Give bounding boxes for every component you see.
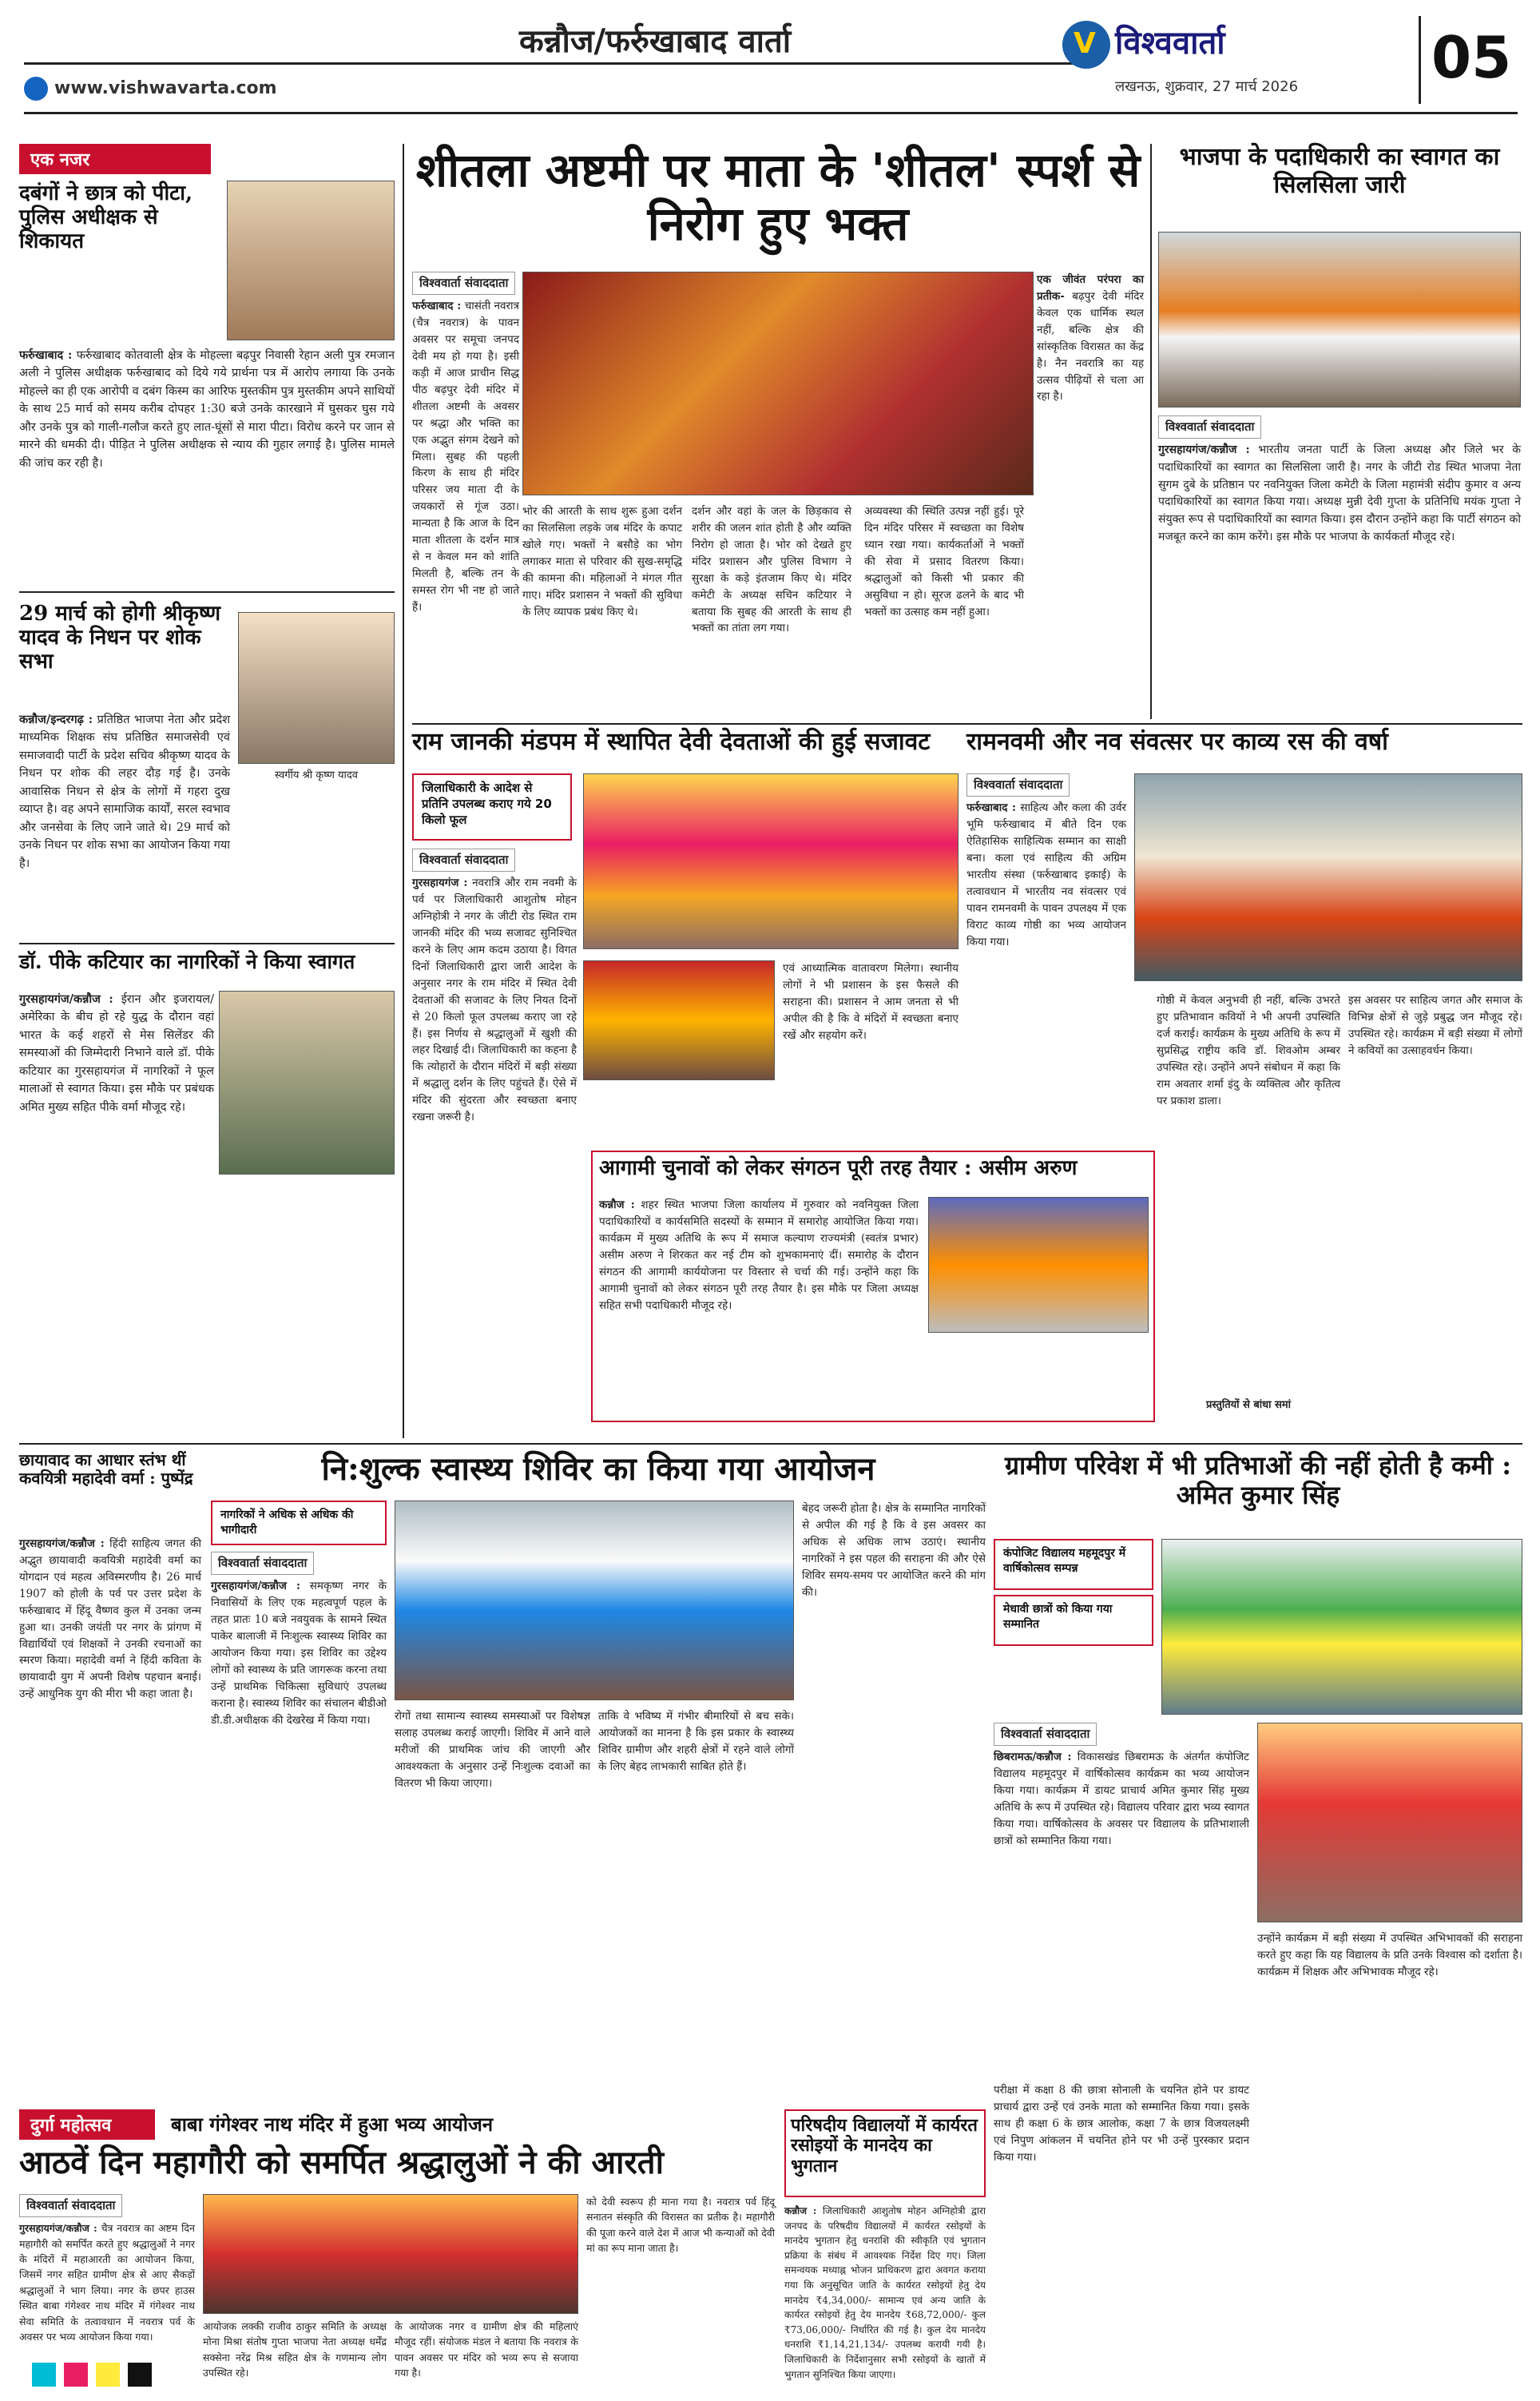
amit-byline: विश्ववार्ता संवाददाता <box>994 1723 1097 1746</box>
page-number: 05 <box>1431 24 1512 91</box>
s2-photo <box>238 612 395 764</box>
amit-headline: ग्रामीण परिवेश में भी प्रतिभाओं की नहीं होती है कमी : अमित कुमार सिंह <box>1004 1450 1512 1510</box>
health-photo <box>395 1501 794 1700</box>
lead-photo <box>522 272 1034 495</box>
lead-col3: दर्शन और वहां के जल के छिड़काव से शरीर की जलन शांत होती है और व्यक्ति निरोग हो जाता है। भोर को देखते हुए मंदिर प्रशासन और पुलिस विभाग ने सुरक्षा के कड़े इंतजाम किए थे। मंदिर कमेटी के अध्यक्ष सचिन कटियार ने बताया कि सुबह की आरती के साथ ही भक्तों का तांता लग गया। <box>692 505 851 635</box>
mdm-body: जिलाधिकारी आशुतोष मोहन अग्निहोत्री द्वारा जनपद के परिषदीय विद्यालयों में कार्यरत रसोइयों के मानदेय भुगतान हेतु धनराशि की स्वीकृति एवं भुगतान प्रक्रिया के संबंध में आवश्यक निर्देश दिए गए। जिला समन्वयक मध्याह्न भोजन प्राधिकरण द्वारा अवगत कराया गया कि अनुसूचित जाति के कार्यरत रसोइयों हेतु देय मानदेय ₹4,34,000/- सामान्य एवं अन्य जाति के कार्यरत रसोइयों हेतु देय मानदेय ₹68,72,000/- कुल ₹73,06,000/- निर्धारित की गई है। कुल देय मानदेय धनराशि ₹1,14,21,134/- उपलब्ध करायी गयी है। जिलाधिकारी के निर्देशानुसार सभी रसोइयों के खातों में भुगतान सुनिश्चित किया जाएगा। <box>784 2205 986 2380</box>
mdm-dateline: कन्नौज : <box>784 2205 817 2216</box>
health-dateline: गुरसहायगंज/कन्नौज : <box>211 1580 301 1593</box>
s1-headline: दबंगों ने छात्र को पीटा, पुलिस अधीक्षक से शिकायत <box>19 181 193 253</box>
registration-mark-m <box>64 2363 88 2387</box>
ram-body: नवरात्रि और राम नवमी के पर्व पर जिलाधिकारी आशुतोष मोहन अग्निहोत्री ने नगर के जीटी रोड स्थित राम जानकी मंदिर की भव्य सजावट सुनिश्चित करने के लिए आम कदम उठाया है। विगत दिनों जिलाधिकारी द्वारा जारी आदेश के अनुसार नगर के राम मंदिर में स्थित देवी देवताओं की सजावट के लिए नियत दिनों से 20 किलो फूल उपलब्ध कराए जा रहे हैं। इस निर्णय से श्रद्धालुओं में खुशी की लहर दिखाई दी। जिलाधिकारी का कहना है कि त्योहारों के दौरान मंदिरों में बड़ी संख्या में श्रद्धालु दर्शन के लिए पहुंचते हैं। ऐसे में मंदिर की सुंदरता और स्वच्छता बनाए रखना जरूरी है। <box>412 877 577 1124</box>
aseem-dateline: कन्नौज : <box>599 1199 635 1211</box>
amit-body: विकासखंड छिबरामऊ के अंतर्गत कंपोजिट विद्यालय महमूदपुर में वार्षिकोत्सव कार्यक्रम का भव्य आयोजन किया गया। कार्यक्रम में डायट प्राचार्य अमित कुमार सिंह मुख्य अतिथि के रूप में उपस्थित रहे। विद्यालय परिवार द्वारा भव्य स्वागत किया गया। वार्षिकोत्सव के अवसर पर विद्यालय के प्रतिभाशाली छात्रों को सम्मानित किया गया। <box>994 1751 1249 1847</box>
bjp-story <box>1158 144 1521 719</box>
health-box: नागरिकों ने अधिक से अधिक की भागीदारी <box>211 1501 387 1545</box>
amit-box-1: कंपोजिट विद्यालय महमूदपुर में वार्षिकोत्सव सम्पन्न <box>994 1539 1153 1590</box>
health-text4: बेहद जरूरी होता है। क्षेत्र के सम्मानित नागरिकों से अपील की गई है कि वे इस अवसर का अधिक से अधिक लाभ उठाएं। स्थानीय नागरिकों ने इस पहल की सराहना की और ऐसे शिविर समय-समय पर आयोजित करने की मांग की। <box>802 1502 986 1599</box>
durga-photo <box>203 2194 578 2314</box>
durga-text4: को देवी स्वरूप ही माना गया है। नवरात्र पर्व हिंदू सनातन संस्कृति की विरासत का प्रतीक है। महागौरी की पूजा करने वाले देश में आज भी कन्याओं को देवी मां का रूप माना जाता है। <box>586 2196 775 2255</box>
bjp-photo <box>1158 232 1521 407</box>
sidebar <box>19 144 396 1438</box>
lower-rule <box>19 1443 1522 1445</box>
amit-text3: उन्होंने कार्यक्रम में बड़ी संख्या में उपस्थित अभिभावकों की सराहना करते हुए कहा कि यह विद्यालय के प्रति उनके विश्वास को दर्शाता है। कार्यक्रम में शिक्षक और अभिभावक मौजूद रहे। <box>1257 1932 1522 1978</box>
lead-col4-text: अव्यवस्था की स्थिति उत्पन्न नहीं हुई। पूरे दिन मंदिर परिसर में स्वच्छता का विशेष ध्यान रखा गया। कार्यकर्ताओं ने भक्तों की सेवा में प्रसाद वितरण किया। श्रद्धालुओं को किसी भी प्रकार की असुविधा न हो। सूरज ढलने के बाद भी भक्तों का उत्साह कम नहीं हुआ। <box>864 505 1024 618</box>
s2-headline: 29 मार्च को होगी श्रीकृष्ण यादव के निधन पर शोक सभा <box>19 602 221 674</box>
health-body: समकृष्ण नगर के निवासियों के लिए एक महत्वपूर्ण पहल के तहत प्रातः 10 बजे नवयुवक के सामने स्थित पाकेर बालाजी में निःशुल्क स्वास्थ्य शिविर का आयोजन किया गया। इस शिविर का उद्देश्य लोगों को स्वास्थ्य के प्रति जागरूक करना तथा उन्हें प्राथमिक चिकित्सा सुविधाएं उपलब्ध कराना है। स्वास्थ्य शिविर का संचालन बीडीओ डी.डी.अधीक्षक की देखरेख में किया गया। <box>211 1580 387 1727</box>
health-text2: रोगों तथा सामान्य स्वास्थ्य समस्याओं पर विशेषज्ञ सलाह उपलब्ध कराई जाएगी। शिविर में आने वाले मरीजों की प्राथमिक जांच की जाएगी और आवश्यकता के अनुसार उन्हें निःशुल्क दवाओं का वितरण भी किया जाएगा। <box>395 1710 590 1790</box>
amit-photo <box>1161 1539 1522 1715</box>
durga-byline: विश्ववार्ता संवाददाता <box>19 2194 122 2217</box>
dateline: लखनऊ, शुक्रवार, 27 मार्च 2026 <box>1115 78 1299 95</box>
durga-kicker: बाबा गंगेश्वर नाथ मंदिर में हुआ भव्य आयोजन <box>171 2113 494 2136</box>
ram-dateline: गुरसहायगंज : <box>412 877 468 890</box>
s3-body: ईरान और इजरायल/अमेरिका के बीच हो रहे युद्ध के दौरान वहां भारत के कई शहरों से मेस सिलेंडर की समस्याओं की जिम्मेदारी निभाने वाले डॉ. पीके कटियार का गुरसहायगंज में नागरिकों ने फूल मालाओं से स्वागत किया। इस मौके पर प्रबंधक अमित मुख्य सहित पीके वर्मा मौजूद रहे। <box>19 993 214 1114</box>
health-text <box>211 1552 387 2095</box>
mdm-headline: परिषदीय विद्यालयों में कार्यरत रसोइयों के मानदेय का भुगतान <box>784 2109 986 2197</box>
paper-logo-icon: V <box>1062 21 1110 69</box>
chhayavad-text <box>19 1536 201 2095</box>
ramnavami-text2: गोष्ठी में केवल अनुभवी ही नहीं, बल्कि उभरते हुए प्रतिभावान कवियों ने भी अपनी उपस्थिति दर्ज कराई। कार्यक्रम के मुख्य अतिथि के रूप में सुप्रसिद्ध राष्ट्रीय कवि डॉ. शिवओम अम्बर उपस्थित रहे। उन्होंने अपने संबोधन में कहा कि राम अवतार शर्मा इंदु के व्यक्तित्व और कृतित्व पर प्रकाश डाला। <box>1157 994 1340 1107</box>
top-rule <box>24 112 1518 114</box>
lead-headline: शीतला अष्टमी पर माता के 'शीतल' स्पर्श से निरोग हुए भक्त <box>415 143 1141 251</box>
lead-col4 <box>864 503 1024 716</box>
s1-body: फर्रुखाबाद कोतवाली क्षेत्र के मोहल्ला बढ़पुर निवासी रेहान अली पुत्र रमजान अली ने पुलिस अधीक्षक फर्रुखाबाद को दिये गये प्रार्थना पत्र में आरोप लगाया कि उनके मोहल्ले का ही एक आरोपी व दबंग किस्म का आरिफ मुस्तकीम पुत्र मुस्तकीम अपने साथियों के साथ 25 मार्च को समय करीब दोपहर 1:30 बजे उनके कारखाने में घुसकर घुस गये और उनके पुत्र को गाली-गलौज करते हुए लात-घूंसों से मारा पीटा। विरोध करने पर जान से मारने की धमकी दी। पीड़ित ने पुलिस अधीक्षक से न्याय की गुहार लगाई है। पुलिस मामले की जांच कर रही है। <box>19 349 395 470</box>
ramnavami-headline: रामनवमी और नव संवत्सर पर काव्य रस की वर्षा <box>966 728 1388 756</box>
health-headline: नि:शुल्क स्वास्थ्य शिविर का किया गया आयोजन <box>321 1450 875 1488</box>
mdm-text <box>784 2204 986 2378</box>
registration-mark-c <box>32 2363 56 2387</box>
durga-dateline: गुरसहायगंज/कन्नौज : <box>19 2222 97 2235</box>
lead-dateline: फर्रुखाबाद : <box>412 300 462 313</box>
masthead <box>0 0 1540 118</box>
lead-col1-text: चासंती नवरात्र (चैत्र नवरात्र) के पावन अवसर पर समूचा जनपद देवी मय हो गया है। इसी कड़ी में आज प्राचीन सिद्ध पीठ बढ़पुर देवी मंदिर में शीतला अष्टमी के अवसर पर श्रद्धा और भक्ति का एक अद्भुत संगम देखने को मिला। सुबह की पहली किरण के साथ ही मंदिर परिसर जय माता दी के जयकारों से गूंज उठा। मान्यता है कि आज के दिन माता शीतला के दर्शन मात्र से न केवल मन को शांति मिलती है, बल्कि तन के समस्त रोग भी नष्ट हो जाते हैं। <box>412 300 519 614</box>
health-story <box>211 1451 986 2106</box>
durga-text2: आयोजक लक्की राजीव ठाकुर समिति के अध्यक्ष मोना मिश्रा संतोष गुप्ता भाजपा नेता अध्यक्ष धर्मेंद्र सक्सेना नरेंद्र मिश्र सहित क्षेत्र के गणमान्य लोग उपस्थित रहे। <box>203 2320 387 2379</box>
amit-text2: परीक्षा में कक्षा 8 की छात्रा सोनाली के चयनित होने पर डायट प्राचार्य द्वारा उन्हें एवं उनके माता को सम्मानित किया गया। इसके साथ ही कक्षा 6 के छात्र आलोक, कक्षा 7 के छात्र विजयलक्ष्मी एवं निपुण आंकलन में चयनित होने पर भी उन्हें पुरस्कार प्रदान किया गया। <box>994 2084 1249 2164</box>
website-link[interactable]: www.vishwavarta.com <box>54 78 277 98</box>
lead-col2: भोर की आरती के साथ शुरू हुआ दर्शन का सिलसिला लड़के जब मंदिर के कपाट खोले गए। भक्तों ने बसौड़े का भोग लगाकर माता से परिवार की सुख-समृद्धि की कामना की। महिलाओं ने मंगल गीत गाए। मंदिर प्रशासन ने भक्तों की सुविधा के लिए व्यापक प्रबंध किए थे। <box>522 505 682 618</box>
s2-divider <box>19 943 395 944</box>
ramnavami-text3: इस अवसर पर साहित्य जगत और समाज के विभिन्न क्षेत्रों से जुड़े प्रबुद्ध जन मौजूद रहे। उपस्थित रहे। कार्यक्रम में बड़ी संख्या में लोगों ने कवियों का उत्साहवर्धन किया। <box>1348 994 1522 1057</box>
lead-col5 <box>1037 272 1144 716</box>
chhayavad-body: हिंदी साहित्य जगत की अद्भुत छायावादी कवयित्री महादेवी वर्मा का योगदान एवं महत्व अविस्मरणीय है। 26 मार्च 1907 को होली के पर्व पर उत्तर प्रदेश के फर्रुखाबाद में हिंदू वैष्णव कुल में उनका जन्म हुआ था। उनकी जयंती पर नगर के प्रांगण में विद्यार्थियों एवं शिक्षकों ने उनकी रचनाओं का स्मरण किया। महादेवी वर्मा ने हिंदी कविता के छायावादी युग में अपनी विशेष पहचान बनाई। उन्हें आधुनिक युग की मीरा भी कहा जाता है। <box>19 1537 201 1701</box>
s1-text <box>19 347 395 586</box>
col-rule-right <box>1150 144 1152 719</box>
s2-photo-caption: स्वर्गीय श्री कृष्ण यादव <box>274 769 359 781</box>
health-byline: विश्ववार्ता संवाददाता <box>211 1552 314 1575</box>
bjp-text <box>1158 415 1521 719</box>
paper-name: विश्ववार्ता <box>1115 24 1225 62</box>
s2-text <box>19 711 231 870</box>
ramnavami-text <box>966 773 1126 1013</box>
ram-headline: राम जानकी मंडपम में स्थापित देवी देवताओं की हुई सजावट <box>412 728 931 756</box>
ramnavami-byline: विश्ववार्ता संवाददाता <box>966 773 1070 797</box>
durga-headline: आठवें दिन महागौरी को समर्पित श्रद्धालुओं ने की आरती <box>19 2144 664 2181</box>
ramnavami-caption: प्रस्तुतियों से बांधा समां <box>1206 1399 1291 1411</box>
s1-divider <box>19 591 395 593</box>
lead-byline: विश्ववार्ता संवाददाता <box>412 272 515 295</box>
ram-photo-2 <box>583 960 775 1080</box>
ram-text <box>412 849 577 1144</box>
mid-rule <box>412 723 1522 725</box>
ramnavami-body: साहित्य और कला की उर्वर भूमि फर्रुखाबाद में बीते दिन एक ऐतिहासिक साहित्यिक सम्मान का साक्षी बना। कला एवं साहित्य की अग्रिम भारतीय संस्था (फर्रुखाबाद इकाई) के तत्वावधान में भारतीय नव संवत्सर एवं पावन रामनवमी के पावन उपलक्ष्य में एक विराट काव्य गोष्ठी का भव्य आयोजन किया गया। <box>966 801 1127 948</box>
registration-mark-k <box>128 2363 152 2387</box>
bjp-dateline: गुरसहायगंज/कन्नौज : <box>1158 443 1250 457</box>
durga-label: दुर्गा महोत्सव <box>19 2109 155 2140</box>
ramnavami-photo <box>1134 773 1522 981</box>
col-rule-left <box>403 144 404 1438</box>
sidebar-label: एक नजर <box>19 144 211 174</box>
ram-story <box>412 729 959 1144</box>
globe-icon <box>24 77 48 101</box>
amit-story <box>994 1451 1522 2378</box>
ram-byline: विश्ववार्ता संवाददाता <box>412 849 515 872</box>
ram-text2: एवं आध्यात्मिक वातावरण मिलेगा। स्थानीय लोगों ने भी प्रशासन के इस फैसले की सराहना की। प्रशासन ने आम जनता से भी अपील की है कि वे मंदिरों में स्वच्छता बनाए रखें और सहयोग करें। <box>783 962 959 1042</box>
ram-box: जिलाधिकारी के आदेश से प्रतिनि उपलब्ध कराए गये 20 किलो फूल <box>412 773 572 841</box>
amit-dateline: छिबरामऊ/कन्नौज : <box>994 1751 1072 1764</box>
durga-story <box>19 2109 775 2378</box>
bjp-body: भारतीय जनता पार्टी के जिला अध्यक्ष और जिले भर के पदाधिकारियों का स्वागत का सिलसिला जारी है। नगर के जीटी रोड स्थित भाजपा नेता सुगम दुबे के प्रतिष्ठान पर नवनियुक्त जिला कमेटी के जिला महामंत्री संदीप कुमार व अन्य पदाधिकारियों का स्वागत किया गया। अध्यक्ष मुन्नी देवी गुप्ता के प्रतिनिधि मयंक गुप्ता ने संयुक्त रूप से पदाधिकारियों का स्वागत किया। इस दौरान उन्होंने कहा कि पार्टी संगठन को मजबूत करने का काम करेंगे। इस मौके पर भाजपा के कार्यकर्ता मौजूद रहे। <box>1158 443 1521 543</box>
ramnavami-dateline: फर्रुखाबाद : <box>966 801 1017 815</box>
s2-body: प्रतिष्ठित भाजपा नेता और प्रदेश माध्यमिक शिक्षक संघ प्रतिष्ठित समाजसेवी एवं समाजवादी पार्टी के प्रदेश सचिव श्रीकृष्ण यादव के निधन पर शोक की लहर दौड़ गई है। उनके आवासिक निधन से क्षेत्र के लोगों में गहरा दुख व्याप्त है। वह अपने सामाजिक कार्यों, सरल स्वभाव और जनसेवा के लिए जाने जाते थे। 29 मार्च को उनके निधन पर शोक सभा का आयोजन किया गया है। <box>19 714 231 870</box>
page-number-divider <box>1419 16 1421 104</box>
durga-text <box>19 2194 195 2378</box>
edition-title: कन्नौज/फर्रुखाबाद वार्ता <box>519 22 792 60</box>
s3-text <box>19 991 214 1326</box>
aseem-text <box>599 1197 919 1417</box>
aseem-headline: आगामी चुनावों को लेकर संगठन पूरी तरह तैयार : असीम अरुण <box>599 1156 1078 1180</box>
mdm-story <box>784 2109 986 2378</box>
health-text3: ताकि वे भविष्य में गंभीर बीमारियों से बच सके। आयोजकों का मानना है कि इस प्रकार के स्वास्थ्य शिविर ग्रामीण और शहरी क्षेत्रों में रहने वाले लोगों के लिए बेहद लाभकारी साबित होते हैं। <box>598 1710 794 1773</box>
s1-dateline: फर्रुखाबाद : <box>19 348 73 362</box>
aseem-story <box>591 1151 1155 1422</box>
durga-body: चैत्र नवरात्र का अष्टम दिन महागौरी को समर्पित करते हुए श्रद्धालुओं ने नगर के मंदिरों में महाआरती का आयोजन किया, जिसमें नगर सहित ग्रामीण क्षेत्र से आए सैकड़ों श्रद्धालुओं ने भाग लिया। नगर के छपर हाउस स्थित बाबा गंगेश्वर नाथ मंदिर में गंगेश्वर नाथ सेवा समिति के तत्वावधान में नवरात्र पर्व के अवसर पर भव्य आयोजन किया गया। <box>19 2222 195 2343</box>
aseem-photo <box>928 1197 1149 1333</box>
lead-col5-text: बढ़पुर देवी मंदिर केवल एक धार्मिक स्थल नहीं, बल्कि क्षेत्र की सांस्कृतिक विरासत का केंद्र है। नैन नवरात्रि का यह उत्सव पीढ़ियों से चला आ रहा है। <box>1037 289 1144 403</box>
bjp-headline: भाजपा के पदाधिकारी का स्वागत का सिलसिला जारी <box>1179 143 1500 199</box>
s1-photo <box>227 181 395 340</box>
chhayavad-story <box>19 1451 201 2106</box>
s2-dateline: कन्नौज/इन्दरगढ़ : <box>19 713 93 726</box>
registration-mark-y <box>96 2363 120 2387</box>
s3-photo <box>219 991 395 1175</box>
durga-text3: के आयोजक नगर व ग्रामीण क्षेत्र की महिलाएं मौजूद रहीं। संयोजक मंडल ने बताया कि नवरात्र के पावन अवसर पर मंदिर को भव्य रूप से सजाया गया है। <box>395 2320 578 2379</box>
amit-text <box>994 1723 1249 2074</box>
edition-title-underline <box>24 62 1078 65</box>
ram-photo <box>583 773 959 949</box>
chhayavad-dateline: गुरसहायगंज/कन्नौज : <box>19 1537 105 1550</box>
s3-dateline: गुरसहायगंज/कन्नौज : <box>19 992 113 1006</box>
lead-story <box>412 144 1144 719</box>
lead-col1 <box>412 272 519 716</box>
s3-headline: डॉ. पीके कटियार का नागरिकों ने किया स्वागत <box>19 950 355 973</box>
chhayavad-headline: छायावाद का आधार स्तंभ थीं कवयित्री महादेवी वर्मा : पुष्पेंद्र <box>19 1450 193 1488</box>
bjp-byline: विश्ववार्ता संवाददाता <box>1158 415 1261 439</box>
amit-photo-2 <box>1257 1723 1522 1922</box>
lead-inline-sub: एक जीवंत परंपरा का प्रतीक- <box>1037 273 1144 303</box>
amit-box-2: मेधावी छात्रों को किया गया सम्मानित <box>994 1595 1153 1646</box>
aseem-body: शहर स्थित भाजपा जिला कार्यालय में गुरुवार को नवनियुक्त जिला पदाधिकारियों व कार्यसमिति सदस्यों के सम्मान में समारोह आयोजित किया गया। कार्यक्रम में मुख्य अतिथि के रूप में समाज कल्याण राज्यमंत्री (स्वतंत्र प्रभार) असीम अरुण ने शिरकत कर नई टीम को शुभकामनाएं दीं। समारोह के दौरान संगठन की आगामी कार्ययोजना पर विस्तार से चर्चा की गई। उन्होंने कहा कि आगामी चुनावों को लेकर संगठन पूरी तरह तैयार है। इस मौके पर जिला अध्यक्ष सहित सभी पदाधिकारी मौजूद रहे। <box>599 1199 919 1312</box>
